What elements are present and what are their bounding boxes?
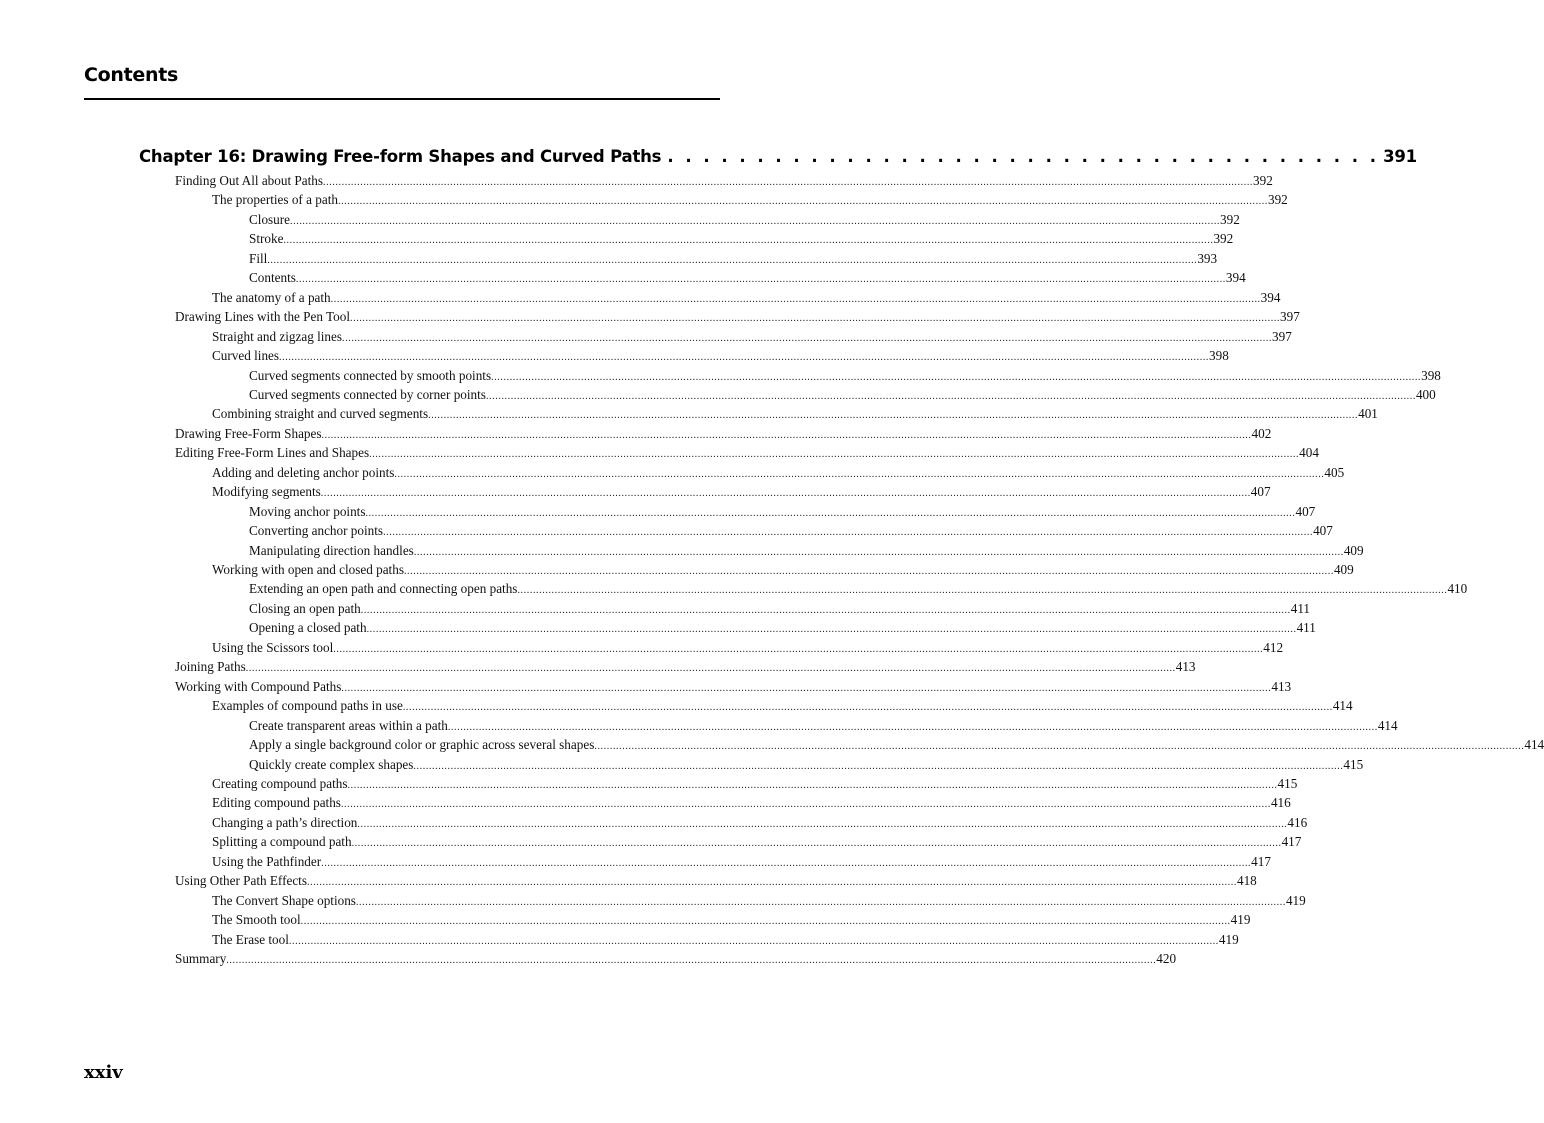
toc-entry-title: Summary <box>175 951 227 966</box>
toc-entry <box>212 464 1345 484</box>
toc-entry-page-number: 407 <box>1250 484 1271 500</box>
toc-leader-dots: ............................................................................................................................................................................................................................................................................................................ <box>355 896 1286 908</box>
toc-entry-page-number: 409 <box>1343 542 1364 558</box>
toc-entry <box>212 192 1288 211</box>
toc-leader-dots: ............................................................................................................................................................................................................................................................................................................ <box>323 177 1254 188</box>
toc-leader-dots: ............................................................................................................................................................................................................................................................................................................ <box>365 507 1296 519</box>
toc-entry-page-number: 412 <box>1263 639 1284 655</box>
toc-entry-title: Manipulating direction handles <box>249 542 414 558</box>
toc-leader-dots: ............................................................................................................................................................................................................................................................................................................ <box>320 488 1251 500</box>
toc-entry-title: Closure <box>249 211 291 227</box>
header-rule <box>84 98 720 100</box>
toc-entry-title: Opening a closed path <box>249 620 367 636</box>
toc-leader-dots: ............................................................................................................................................................................................................................................................................................................ <box>403 566 1334 577</box>
toc-leader-dots: ............................................................................................................................................................................................................................................................................................................ <box>447 721 1378 733</box>
toc-leader-dots: ............................................................................................................................................................................................................................................................................................................ <box>341 682 1272 694</box>
toc-entry <box>175 678 1292 698</box>
toc-entry <box>249 250 1218 270</box>
toc-leader-dots: ............................................................................................................................................................................................................................................................................................................ <box>290 215 1221 227</box>
toc-entry <box>212 484 1271 503</box>
toc-leader-dots: ............................................................................................................................................................................................................................................................................................................ <box>366 624 1297 636</box>
toc-leader-dots: ............................................................................................................................................................................................................................................................................................................ <box>594 741 1525 753</box>
toc-leader-dots: ............................................................................................................................................................................................................................................................................................................ <box>413 546 1344 558</box>
toc-entry-title: Converting anchor points <box>249 523 384 539</box>
toc-entry-title: The Erase tool <box>212 931 289 947</box>
toc-entry-title: The properties of a path <box>212 192 338 208</box>
toc-leader-dots: ............................................................................................................................................................................................................................................................................................................ <box>413 760 1344 772</box>
toc-entry-page-number: 397 <box>1280 309 1300 325</box>
toc-entry <box>249 503 1316 523</box>
toc-entry <box>249 523 1333 542</box>
toc-entry-page-number: 414 <box>1332 698 1353 714</box>
toc-entry-title: Drawing Lines with the Pen Tool <box>175 309 351 325</box>
toc-entry-page-number: 411 <box>1290 600 1311 616</box>
toc-entry-title: Extending an open path and connecting open paths <box>249 581 518 597</box>
toc-entry-title: Combining straight and curved segments <box>212 406 429 422</box>
toc-entry-title: Finding Out All about Paths <box>175 173 324 188</box>
toc-entry-title: The Convert Shape options <box>212 892 356 908</box>
toc-entry-page-number: 397 <box>1272 328 1292 344</box>
toc-entry-title: Changing a path’s direction <box>212 814 358 830</box>
toc-entry <box>212 289 1281 309</box>
toc-leader-dots: ............................................................................................................................................................................................................................................................................................................ <box>491 371 1422 383</box>
toc-entry-page-number: 417 <box>1251 853 1271 869</box>
toc-leader-dots: ............................................................................................................................................................................................................................................................................................................ <box>351 838 1282 850</box>
toc-entry-page-number: 415 <box>1343 756 1364 772</box>
toc-leader-dots: ............................................................................................................................................................................................................................................................................................................ <box>288 935 1219 947</box>
toc-leader-dots: ............................................................................................................................................................................................................................................................................................................ <box>330 293 1261 305</box>
toc-entry <box>249 600 1311 620</box>
toc-entry-title: Using the Pathfinder <box>212 853 322 869</box>
toc-entry-title: Straight and zigzag lines <box>212 328 343 344</box>
toc-entry-page-number: 402 <box>1251 425 1272 441</box>
chapter-heading <box>139 147 1417 166</box>
toc-leader-dots: ............................................................................................................................................................................................................................................................................................................ <box>226 955 1157 966</box>
page-folio: xxiv <box>84 1062 123 1083</box>
toc-entry-title: The Smooth tool <box>212 912 301 928</box>
toc-leader-dots: ............................................................................................................................................................................................................................................................................................................ <box>394 468 1325 480</box>
toc-entry-page-number: 407 <box>1295 503 1316 519</box>
toc-entry-title: Creating compound paths <box>212 775 348 791</box>
toc-entry-title: Working with open and closed paths <box>212 562 404 577</box>
toc-entry-page-number: 415 <box>1277 775 1298 791</box>
toc-entry-title: The anatomy of a path <box>212 289 331 305</box>
toc-entry <box>212 834 1302 853</box>
toc-entry-page-number: 392 <box>1253 173 1273 188</box>
toc-entry-title: Apply a single background color or graphic across several shapes <box>249 737 595 753</box>
toc-leader-dots: ............................................................................................................................................................................................................................................................................................................ <box>245 663 1176 675</box>
toc-entry-page-number: 392 <box>1213 231 1234 247</box>
toc-entry-page-number: 409 <box>1333 562 1354 577</box>
toc-entry-title: Joining Paths <box>175 659 246 675</box>
toc-entry <box>249 717 1398 737</box>
toc-entry <box>212 775 1298 795</box>
toc-leader-dots: ............................................................................................................................................................................................................................................................................................................ <box>337 196 1268 208</box>
toc-leader-dots: ............................................................................................................................................................................................................................................................................................................ <box>321 429 1252 441</box>
toc-entry <box>212 328 1292 348</box>
toc-entry-title: Closing an open path <box>249 600 361 616</box>
toc-leader-dots: ............................................................................................................................................................................................................................................................................................................ <box>402 702 1333 714</box>
toc-entry-title: Quickly create complex shapes <box>249 756 414 772</box>
toc-entry-title: Using the Scissors tool <box>212 639 334 655</box>
toc-entry-title: Moving anchor points <box>249 503 366 519</box>
toc-entry-title: Fill <box>249 250 268 266</box>
toc-entry <box>212 853 1271 873</box>
toc-entry <box>212 639 1284 659</box>
toc-entry-page-number: 405 <box>1324 464 1345 480</box>
toc-entry-page-number: 416 <box>1287 814 1308 830</box>
toc-leader-dots: ............................................................................................................................................................................................................................................................................................................ <box>357 818 1288 830</box>
toc-entry-page-number: 419 <box>1285 892 1306 908</box>
toc-entry-title: Editing Free-Form Lines and Shapes <box>175 445 370 461</box>
chapter-title: Chapter 16: Drawing Free-form Shapes and Curved Paths <box>139 147 662 166</box>
toc-entry <box>212 562 1354 581</box>
toc-leader-dots: ............................................................................................................................................................................................................................................................................................................ <box>347 779 1278 791</box>
toc-entry <box>249 211 1240 231</box>
toc-entry-page-number: 420 <box>1156 951 1177 966</box>
toc-entry-title: Create transparent areas within a path <box>249 717 448 733</box>
toc-entry <box>175 309 1300 328</box>
toc-entry-title: Examples of compound paths in use <box>212 698 403 714</box>
toc-entry <box>249 231 1234 250</box>
toc-entry-title: Adding and deleting anchor points <box>212 464 395 480</box>
toc-entry <box>212 406 1378 425</box>
toc-entry-page-number: 404 <box>1299 445 1319 461</box>
toc-entry-title: Editing compound paths <box>212 795 341 811</box>
toc-entry-page-number: 392 <box>1220 211 1240 227</box>
toc-entry <box>212 348 1229 367</box>
toc-entry-page-number: 419 <box>1230 912 1251 928</box>
toc-entry-page-number: 416 <box>1270 795 1291 811</box>
toc-entry <box>249 270 1246 289</box>
toc-entry-title: Contents <box>249 270 296 286</box>
toc-leader-dots: ............................................................................................................................................................................................................................................................................................................ <box>300 916 1231 928</box>
toc-entry <box>249 542 1364 562</box>
toc-entry <box>249 620 1316 639</box>
toc-entry <box>212 892 1306 912</box>
toc-leader-dots: ............................................................................................................................................................................................................................................................................................................ <box>428 410 1359 422</box>
toc-leader-dots: ............................................................................................................................................................................................................................................................................................................ <box>340 799 1271 811</box>
toc-entry-title: Stroke <box>249 231 284 247</box>
toc-leader-dots: ............................................................................................................................................................................................................................................................................................................ <box>321 857 1252 869</box>
toc-leader-dots: ............................................................................................................................................................................................................................................................................................................ <box>383 527 1314 539</box>
toc-entry <box>212 698 1353 717</box>
toc-entry <box>175 445 1319 464</box>
toc-leader-dots: ............................................................................................................................................................................................................................................................................................................ <box>267 254 1198 266</box>
toc-entry-page-number: 411 <box>1296 620 1316 636</box>
toc-entry <box>249 367 1441 387</box>
toc-entry <box>212 912 1251 931</box>
toc-entry-page-number: 410 <box>1447 581 1468 597</box>
toc-entry-title: Curved segments connected by corner points <box>249 386 486 402</box>
toc-entry-page-number: 401 <box>1358 406 1378 422</box>
toc-entry-page-number: 419 <box>1218 931 1239 947</box>
toc-leader-dots: ............................................................................................................................................................................................................................................................................................................ <box>350 313 1281 325</box>
toc-leader-dots: ............................................................................................................................................................................................................................................................................................................ <box>279 352 1210 364</box>
toc-entry <box>212 931 1239 951</box>
toc-entry-page-number: 400 <box>1415 386 1436 402</box>
toc-entry-title: Modifying segments <box>212 484 321 500</box>
toc-entry-page-number: 398 <box>1209 348 1229 364</box>
toc-leader-dots: ............................................................................................................................................................................................................................................................................................................ <box>485 390 1416 402</box>
toc-entry-title: Working with Compound Paths <box>175 678 342 694</box>
toc-entry <box>249 737 1544 756</box>
toc-entry-page-number: 418 <box>1236 873 1257 889</box>
toc-entry <box>175 873 1257 892</box>
toc-entry <box>212 814 1308 834</box>
toc-entry-title: Using Other Path Effects <box>175 873 307 889</box>
toc-leader-dots: ............................................................................................................................................................................................................................................................................................................ <box>333 643 1264 655</box>
toc-leader-dots: ............................................................................................................................................................................................................................................................................................................ <box>360 604 1291 616</box>
toc-entry <box>175 659 1196 678</box>
chapter-leader-dots: . . . . . . . . . . . . . . . . . . . . . . . . . . . . . . . . . . . . . . . . <box>667 147 1380 166</box>
toc-leader-dots: ............................................................................................................................................................................................................................................................................................................ <box>306 877 1237 889</box>
toc-leader-dots: ............................................................................................................................................................................................................................................................................................................ <box>517 585 1448 597</box>
toc-leader-dots: ............................................................................................................................................................................................................................................................................................................ <box>342 332 1273 344</box>
toc-entry-title: Curved lines <box>212 348 280 364</box>
toc-entry-page-number: 417 <box>1281 834 1302 850</box>
toc-entry-title: Drawing Free-Form Shapes <box>175 425 322 441</box>
chapter-page-number: 391 <box>1383 147 1417 166</box>
toc-entry <box>249 386 1436 406</box>
toc-entry-page-number: 394 <box>1225 270 1246 286</box>
toc-entry-page-number: 414 <box>1377 717 1398 733</box>
toc-entry-title: Splitting a compound path <box>212 834 352 850</box>
running-head: Contents <box>84 64 179 86</box>
toc-entry-page-number: 413 <box>1271 678 1292 694</box>
toc-entry <box>175 425 1272 445</box>
toc-entry <box>175 173 1273 192</box>
toc-entry <box>249 756 1364 776</box>
toc-entry-page-number: 393 <box>1197 250 1218 266</box>
toc-leader-dots: ............................................................................................................................................................................................................................................................................................................ <box>295 274 1226 286</box>
toc-entry-title: Curved segments connected by smooth points <box>249 367 492 383</box>
toc-entry <box>212 795 1291 814</box>
toc-entry-page-number: 413 <box>1175 659 1196 675</box>
toc-entry-page-number: 398 <box>1421 367 1441 383</box>
toc-entry-page-number: 392 <box>1267 192 1288 208</box>
toc-leader-dots: ............................................................................................................................................................................................................................................................................................................ <box>369 449 1300 461</box>
toc-entry-page-number: 394 <box>1260 289 1281 305</box>
toc-entry-page-number: 414 <box>1524 737 1544 753</box>
toc-entry <box>175 951 1177 970</box>
toc-entry-page-number: 407 <box>1313 523 1333 539</box>
toc-entry <box>249 581 1468 600</box>
toc-leader-dots: ............................................................................................................................................................................................................................................................................................................ <box>283 235 1214 247</box>
